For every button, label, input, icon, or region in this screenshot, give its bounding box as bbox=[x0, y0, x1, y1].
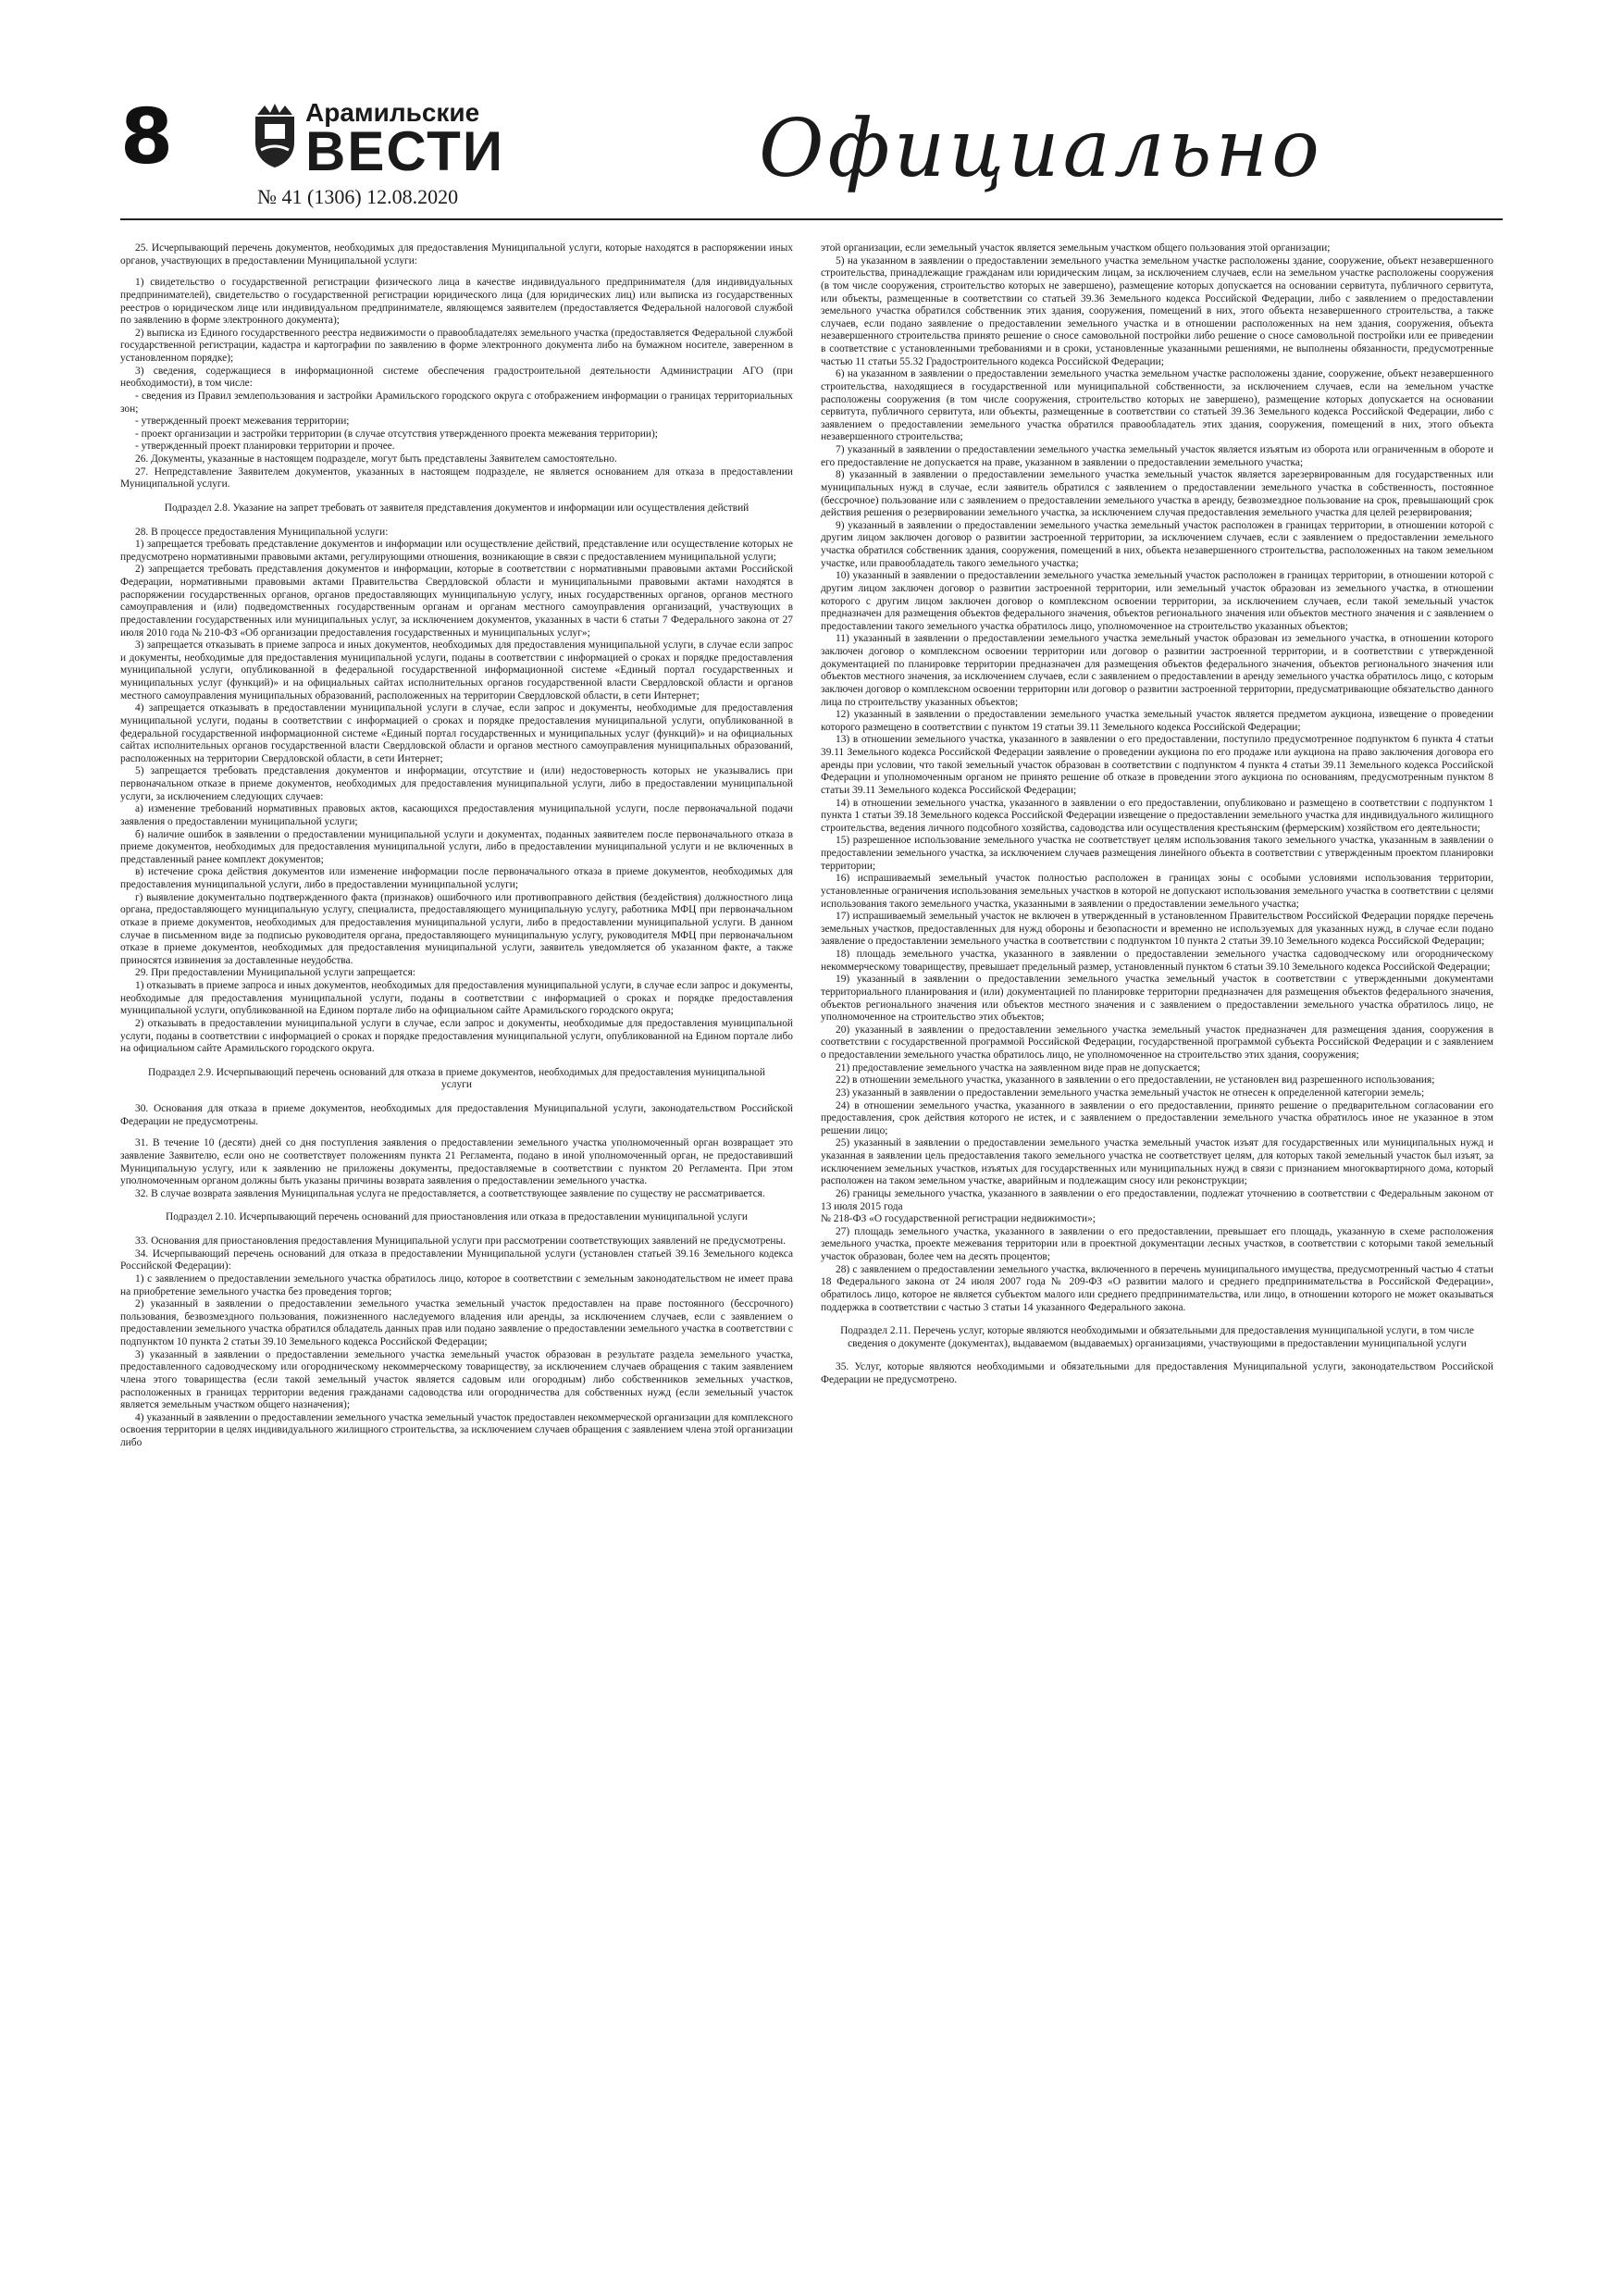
text-paragraph: 22) в отношении земельного участка, указанного в заявлении о его предоставлении, не установлен вид разрешенного использования; bbox=[836, 1074, 1435, 1086]
text-paragraph: 23) указанный в заявлении о предоставлении земельного участка земельный участок не отнесен к определенной категории земель; bbox=[836, 1086, 1425, 1098]
text-paragraph: 1) отказывать в приеме запроса и иных документов, необходимых для предоставления муниципальной услуги, в случае если запрос и документы, необходимые для предоставления муниципальной услуги, поданы в соответствии с информацией о сроках и порядке предоставления муниципальной услуги, опубликованной на Едином портале либо на официальном сайте Арамильского городского округа; bbox=[120, 980, 793, 1017]
text-paragraph: 17) испрашиваемый земельный участок не включен в утвержденный в установленном Правительством Российской Федерации порядке перечень земельных участков, предоставленных для нужд обороны и безопасности и временно не используемых для указанных нужд, в случае если подано заявление о предоставлении земельного участка в соответствии с подпунктом 10 пункта 2 статьи 39.10 Земельного кодекса Российской Федерации; bbox=[821, 911, 1493, 948]
text-paragraph: 12) указанный в заявлении о предоставлении земельного участка земельный участок является предметом аукциона, извещение о проведении которого размещено в соответствии с пунктом 19 статьи 39.11 Земельного кодекса Российской Федерации; bbox=[821, 709, 1493, 733]
text-paragraph: 15) разрешенное использование земельного участка не соответствует целям использования такого земельного участка, указанным в заявлении о предоставлении земельного участка, за исключением случаев размещения линейного объекта в соответствии с утвержденным проектом планировки территории; bbox=[821, 835, 1493, 872]
text-paragraph: 3) запрещается отказывать в приеме запроса и иных документов, необходимых для предоставления муниципальной услуги, в случае если запрос и документы, необходимые для предоставления муниципальной услуги, поданы в соответствии с информацией о сроках и порядке предоставления муниципальной услуги, опубликованной в федеральной государственной информационной системе «Единый портал государственных и муниципальных услуг (функций)» и на официальных сайтах исполнительных органов государственной власти Свердловской области и органов местного самоуправления муниципальных образований, расположенных на территории Свердловской области, в сети Интернет; bbox=[120, 639, 793, 701]
text-paragraph: 32. В случае возврата заявления Муниципальная услуга не предоставляется, а соответствующее заявление по существу не рассматривается. bbox=[135, 1187, 765, 1199]
text-paragraph: 9) указанный в заявлении о предоставлении земельного участка земельный участок расположен в границах территории, в отношении которой с другим лицом заключен договор о развитии застроенной территории, за исключением случаев, если с заявлением о предоставлении земельного участка обратился собственник здания, сооружения, помещений в них, объекта незавершенного строительства, расположенных на таком земельном участке, или правообладатель такого земельного участка; bbox=[821, 519, 1493, 569]
text-paragraph: 20) указанный в заявлении о предоставлении земельного участка земельный участок предназначен для размещения здания, сооружения в соответствии с государственной программой Российской Федерации, государственной программой субъекта Российской Федерации и с заявлением о предоставлении земельного участка обратилось лицо, не уполномоченное на строительство этих здания, сооружения; bbox=[821, 1024, 1493, 1061]
text-paragraph: этой организации, если земельный участок является земельным участком общего пользования этой организации; bbox=[821, 242, 1331, 254]
text-paragraph: 28. В процессе предоставления Муниципальной услуги: bbox=[135, 526, 389, 538]
newspaper-name-main: ВЕСТИ bbox=[305, 120, 504, 182]
text-paragraph: б) наличие ошибок в заявлении о предоставлении муниципальной услуги и документах, поданных заявителем после первоначального отказа в приеме документов, необходимых для предоставления муниципальной услуги, либо в предоставлении муниципальной услуги и не включенных в представленный ранее комплект документов; bbox=[120, 828, 793, 865]
text-paragraph: г) выявление документально подтвержденного факта (признаков) ошибочного или противоправного действия (бездействия) должностного лица органа, предоставляющего муниципальную услугу, специалиста, предоставляющего муниципальную услугу, работника МФЦ при первоначальном отказе в приеме документов, необходимых для предоставления муниципальной услуги, либо в предоставлении муниципальной услуги. В данном случае в письменном виде за подписью руководителя органа, предоставляющего муниципальную услугу, руководителя МФЦ при первоначальном отказе в приеме документов, необходимых для предоставления муниципальной услуги, заявитель уведомляется об указанном факте, а также приносятся извинения за доставленные неудобства. bbox=[120, 891, 793, 966]
issue-number: № 41 (1306) 12.08.2020 bbox=[257, 185, 459, 208]
text-paragraph: 4) указанный в заявлении о предоставлении земельного участка земельный участок предоставлен некоммерческой организации для комплексного освоения территории в целях индивидуального жилищного строительства, за исключением случаев обращения с заявлением члена этой организации либо bbox=[120, 1411, 793, 1448]
section-title: Официально bbox=[759, 103, 1323, 195]
text-paragraph: - проект организации и застройки территории (в случае отсутствия утвержденного проекта межевания территории); bbox=[135, 428, 658, 440]
text-paragraph: 34. Исчерпывающий перечень оснований для отказа в предоставлении Муниципальной услуги (установлен статьей 39.16 Земельного кодекса Российской Федерации): bbox=[120, 1247, 793, 1272]
text-paragraph: 21) предоставление земельного участка на заявленном виде прав не допускается; bbox=[836, 1061, 1201, 1074]
text-paragraph: 2) запрещается требовать представления документов и информации, которые в соответствии с нормативными правовыми актами Российской Федерации, нормативными правовыми актами Правительства Свердловской области и муниципальными правовыми актами находятся в распоряжении государственных органов, органов предоставляющих муниципальную услугу, иных государственных органов, органов местного самоуправления и (или) подведомственных государственным органам и органам местного самоуправления организаций, участвующих в предоставлении государственных или муниципальных услуг, за исключением документов, указанных в части 6 статьи 7 Федерального закона от 27 июля 2010 года № 210-ФЗ «Об организации предоставления государственных и муниципальных услуг»; bbox=[120, 564, 793, 639]
text-paragraph: 2) выписка из Единого государственного реестра недвижимости о правообладателях земельного участка (предоставляется Федеральной службой государственной регистрации, кадастра и картографии по заявлению в форме электронного документа либо на бумажном носителе, заверенном в установленном порядке); bbox=[120, 327, 793, 364]
newspaper-name-top: Арамильские bbox=[305, 98, 480, 127]
page-header bbox=[0, 0, 1623, 222]
text-paragraph: 33. Основания для приостановления предоставления Муниципальной услуги при рассмотрении соответствующих заявлений не предусмотрены. bbox=[135, 1235, 787, 1247]
right-column bbox=[821, 242, 1493, 1387]
subsection-heading: Подраздел 2.8. Указание на запрет требовать от заявителя представления документов и информации или осуществления действий bbox=[164, 502, 750, 514]
text-paragraph: 31. В течение 10 (десяти) дней со дня поступления заявления о предоставлении земельного участка уполномоченный орган возвращает это заявление Заявителю, если оно не соответствует положениям пункта 21 Регламента, подано в иной уполномоченный орган, не предоставивший Муниципальную услугу, или к заявлению не приложены документы, предоставляемые в соответствии с пунктом 20 Регламента. При этом уполномоченным органом должны быть указаны причины возврата заявления о предоставлении земельного участка. bbox=[120, 1137, 793, 1187]
text-paragraph: в) истечение срока действия документов или изменение информации после первоначального отказа в приеме документов, необходимых для предоставления муниципальной услуги, либо в предоставлении муниципальной услуги; bbox=[120, 866, 793, 890]
text-paragraph: 18) площадь земельного участка, указанного в заявлении о предоставлении земельного участка садоводческому или огородническому некоммерческому товариществу, превышает предельный размер, установленный пунктом 6 статьи 39.10 Земельного кодекса Российской Федерации; bbox=[821, 949, 1493, 973]
text-paragraph: 16) испрашиваемый земельный участок полностью расположен в границах зоны с особыми условиями использования территории, установленные ограничения использования земельных участков в которой не допускают использования земельного участка в соответствии с целями использования такого земельного участка, указанными в заявлении о предоставлении земельного участка; bbox=[821, 873, 1493, 910]
text-paragraph: 24) в отношении земельного участка, указанного в заявлении о его предоставлении, принято решение о предварительном согласовании его предоставления, срок действия которого не истек, и с заявлением о предоставлении земельного участка обратилось иное не указанное в этом решении лицо; bbox=[821, 1099, 1493, 1136]
text-paragraph: 26. Документы, указанные в настоящем подразделе, могут быть представлены Заявителем самостоятельно. bbox=[135, 453, 617, 465]
text-paragraph: 29. При предоставлении Муниципальной услуги запрещается: bbox=[135, 967, 415, 979]
text-paragraph: 10) указанный в заявлении о предоставлении земельного участка земельный участок расположен в границах территории, в отношении которой с другим лицом заключен договор о развитии застроенной территории, или земельный участок образован из земельного участка, в отношении которого с другим лицом заключен договор о комплексном освоении территории, за исключением случаев, если такой земельный участок предназначен для размещения объектов федерального значения, объектов регионального значения или объектов местного значения и с заявлением о предоставлении такого земельного участка обратилось лицо, уполномоченное на строительство указанных объектов; bbox=[821, 570, 1493, 632]
text-paragraph: 14) в отношении земельного участка, указанного в заявлении о его предоставлении, опубликовано и размещено в соответствии с подпунктом 1 пункта 1 статьи 39.18 Земельного кодекса Российской Федерации извещение о предоставлении земельного участка для индивидуального жилищного строительства, ведения личного подсобного хозяйства, садоводства или осуществления крестьянским (фермерским) хозяйством его деятельности; bbox=[821, 797, 1493, 834]
text-paragraph: 1) запрещается требовать представление документов и информации или осуществление действий, представление или осуществление которых не предусмотрено нормативными правовыми актами, регулирующими отношения, возникающие в связи с предоставлением муниципальной услуги; bbox=[120, 539, 793, 563]
text-paragraph: 6) на указанном в заявлении о предоставлении земельного участка земельном участке расположены здание, сооружение, объект незавершенного строительства, находящиеся в государственной или муниципальной собственности, за исключением случаев, если на земельном участке расположены сооружения (в том числе сооружения, строительство которых не завершено), размещение которых допускается на основании сервитута, публичного сервитута, или объекты, размещенные в соответствии со статьей 39.36 Земельного кодекса Российской Федерации, либо с заявлением о предоставлении земельного участка обратился правообладатель этих здания, сооружения, помещений в них, этого объекта незавершенного строительства; bbox=[821, 368, 1493, 443]
text-paragraph: 11) указанный в заявлении о предоставлении земельного участка земельный участок образован из земельного участка, в отношении которого заключен договор о комплексном освоении территории или договор о развитии застроенной территории, и в соответствии с утвержденной документацией по планировке территории предназначен для размещения объектов федерального значения, объектов регионального значения или объектов местного значения, за исключением случаев, если с заявлением о предоставлении в аренду земельного участка обратилось лицо, с которым заключен договор о комплексном освоении территории или договор о развитии застроенной территории, предусматривающие обязательство данного лица по строительству указанных объектов; bbox=[821, 633, 1493, 708]
subsection-heading: Подраздел 2.9. Исчерпывающий перечень оснований для отказа в приеме документов, необходимых для предоставления муниципальной услуги bbox=[148, 1066, 765, 1091]
left-column bbox=[120, 242, 793, 1450]
text-paragraph: 26) границы земельного участка, указанного в заявлении о его предоставлении, подлежат уточнению в соответствии с Федеральным законом от 13 июля 2015 года bbox=[821, 1187, 1493, 1212]
text-paragraph: 19) указанный в заявлении о предоставлении земельного участка земельный участок в соответствии с утвержденными документами территориального планирования и (или) документацией по планировке территории предназначен для размещения объектов федерального значения, объектов регионального значения или объектов местного значения и с заявлением о предоставлении земельного участка обратилось лицо, не уполномоченное на строительство этих объектов; bbox=[821, 974, 1493, 1024]
text-paragraph: 13) в отношении земельного участка, указанного в заявлении о его предоставлении, поступило предусмотренное подпунктом 6 пункта 4 статьи 39.11 Земельного кодекса Российской Федерации заявление о проведении аукциона по его продаже или аукциона на право заключения договора его аренды при условии, что такой земельный участок образован в соответствии с подпунктом 4 пункта 4 статьи 39.11 Земельного кодекса Российской Федерации и уполномоченным органом не принято решение об отказе в проведении этого аукциона по основаниям, предусмотренным пунктом 8 статьи 39.11 Земельного кодекса Российской Федерации; bbox=[821, 734, 1493, 796]
text-paragraph: 1) свидетельство о государственной регистрации физического лица в качестве индивидуального предпринимателя (для индивидуальных предпринимателей), свидетельство о государственной регистрации юридического лица (для юридических лиц) или выписка из государственных реестров о юридическом лице или индивидуальном предпринимателе, являющемся заявителем (предоставляется Федеральной налоговой службой по заявлению в форме электронного документа); bbox=[120, 277, 793, 327]
text-paragraph: 2) указанный в заявлении о предоставлении земельного участка земельный участок предоставлен на праве постоянного (бессрочного) пользования, безвозмездного пользования, пожизненного наследуемого владения или аренды, за исключением случаев, если с заявлением о предоставлении земельного участка обратился обладатель данных прав или подано заявление о предоставлении земельного участка в соответствии с подпунктом 10 пункта 2 статьи 39.10 Земельного кодекса Российской Федерации; bbox=[120, 1298, 793, 1347]
text-paragraph: а) изменение требований нормативных правовых актов, касающихся предоставления муниципальной услуги, после первоначальной подачи заявления о предоставлении муниципальной услуги; bbox=[120, 803, 793, 827]
text-paragraph: 3) указанный в заявлении о предоставлении земельного участка земельный участок образован в результате раздела земельного участка, предоставленного садоводческому или огородническому некоммерческому товариществу, за исключением случаев обращения с таким заявлением члена этого товарищества (если такой земельный участок является садовым или огородным) либо собственников земельных участков, расположенных в границах территории ведения гражданами садоводства или огородничества для собственных нужд (если земельный участок является земельным участком общего назначения); bbox=[120, 1348, 793, 1411]
text-paragraph: - утвержденный проект планировки территории и прочее. bbox=[135, 441, 395, 453]
text-paragraph: 25) указанный в заявлении о предоставлении земельного участка земельный участок изъят для государственных или муниципальных нужд и указанная в заявлении цель предоставления такого земельного участка не соответствует целям, для которых такой земельный участок был изъят, за исключением земельных участков, изъятых для государственных или муниципальных нужд в связи с признанием многоквартирного дома, который расположен на таком земельном участке, аварийным и подлежащим сносу или реконструкции; bbox=[821, 1137, 1493, 1187]
text-paragraph: 25. Исчерпывающий перечень документов, необходимых для предоставления Муниципальной услуги, которые находятся в распоряжении иных органов, участвующих в предоставлении Муниципальной услуги: bbox=[120, 242, 793, 267]
header-rule bbox=[120, 218, 1503, 220]
text-paragraph: 1) с заявлением о предоставлении земельного участка обратилось лицо, которое в соответствии с земельным законодательством не имеет права на приобретение земельного участка без проведения торгов; bbox=[120, 1272, 793, 1297]
text-paragraph: 27. Непредставление Заявителем документов, указанных в настоящем подразделе, не является основанием для отказа в предоставлении Муниципальной услуги. bbox=[120, 465, 793, 490]
city-emblem-icon bbox=[252, 102, 298, 168]
text-paragraph: 4) запрещается отказывать в предоставлении муниципальной услуги в случае, если запрос и документы, необходимые для предоставления муниципальной услуги, поданы в соответствии с информацией о сроках и порядке предоставления муниципальной услуги, опубликованной в федеральной государственной информационной системе «Единый портал государственных и муниципальных услуг (функций)» и на официальных сайтах исполнительных органов государственной власти Свердловской области и органов местного самоуправления муниципальных образований, расположенных на территории Свердловской области, в сети Интернет; bbox=[120, 702, 793, 764]
subsection-heading: Подраздел 2.10. Исчерпывающий перечень оснований для приостановления или отказа в предоставлении муниципальной услуги bbox=[166, 1211, 748, 1223]
text-paragraph: № 218-ФЗ «О государственной регистрации недвижимости»; bbox=[821, 1213, 1096, 1225]
text-paragraph: 5) на указанном в заявлении о предоставлении земельного участка земельном участке расположены здание, сооружение, объект незавершенного строительства, принадлежащие гражданам или юридическим лицам, за исключением случаев, если на земельном участке расположены сооружения (в том числе сооружения, строительство которых не завершено), размещение которых допускается на основании сервитута, публичного сервитута, или объекты, размещенные в соответствии со статьей 39.36 Земельного кодекса Российской Федерации, либо с заявлением о предоставлении земельного участка обратился собственник этих здания, сооружения, помещений в них, этого объекта незавершенного строительства, а также случаев, если подано заявление о предоставлении земельного участка и в отношении расположенных на нем здания, сооружения, объекта незавершенного строительства принято решение о сносе самовольной постройки либо решение о сносе самовольной постройки или ее приведении в соответствие с установленными требованиями и в сроки, установленные указанными решениями, не выполнены обязанности, предусмотренные частью 11 статьи 55.32 Градостроительного кодекса Российской Федерации; bbox=[821, 254, 1493, 367]
text-paragraph: 27) площадь земельного участка, указанного в заявлении о его предоставлении, превышает его площадь, указанную в схеме расположения земельного участка, проекте межевания территории или в проектной документации лесных участков, в соответствии с которыми такой земельный участок образован, более чем на десять процентов; bbox=[821, 1225, 1493, 1262]
text-paragraph: 5) запрещается требовать представления документов и информации, отсутствие и (или) недостоверность которых не указывались при первоначальном отказе в приеме документов, необходимых для предоставления муниципальной услуги, либо в предоставлении муниципальной услуги, за исключением следующих случаев: bbox=[120, 765, 793, 802]
text-paragraph: - сведения из Правил землепользования и застройки Арамильского городского округа с отображением информации о границах территориальных зон; bbox=[120, 390, 793, 415]
page-number: 8 bbox=[120, 93, 174, 181]
text-paragraph: 35. Услуг, которые являются необходимыми и обязательными для предоставления Муниципальной услуги, законодательством Российской Федерации не предусмотрено. bbox=[821, 1361, 1493, 1385]
text-paragraph: 3) сведения, содержащиеся в информационной системе обеспечения градостроительной деятельности Администрации АГО (при необходимости), в том числе: bbox=[120, 365, 793, 390]
text-paragraph: 7) указанный в заявлении о предоставлении земельного участка земельный участок является изъятым из оборота или ограниченным в обороте и его предоставление не допускается на праве, указанном в заявлении о предоставлении земельного участка; bbox=[821, 444, 1493, 468]
text-paragraph: 30. Основания для отказа в приеме документов, необходимых для предоставления Муниципальной услуги, законодательством Российской Федерации не предусмотрены. bbox=[120, 1103, 793, 1127]
text-paragraph: 8) указанный в заявлении о предоставлении земельного участка земельный участок является зарезервированным для государственных или муниципальных нужд в случае, если заявитель обратился с заявлением о предоставлении земельного участка в собственность, постоянное (бессрочное) пользование или с заявлением о предоставлении земельного участка в аренду, безвозмездное пользование на срок, превышающий срок действия решения о резервировании земельного участка, за исключением случая предоставления земельного участка для целей резервирования; bbox=[821, 469, 1493, 519]
text-paragraph: 28) с заявлением о предоставлении земельного участка, включенного в перечень муниципального имущества, предусмотренный частью 4 статьи 18 Федерального закона от 24 июля 2007 года № 209-ФЗ «О развитии малого и среднего предпринимательства в Российской Федерации», обратилось лицо, которое не является субъектом малого или среднего предпринимательства, или лицо, в отношении которого не может оказываться поддержка в соответствии с частью 3 статьи 14 указанного Федерального закона. bbox=[821, 1263, 1493, 1313]
text-paragraph: 2) отказывать в предоставлении муниципальной услуги в случае, если запрос и документы, необходимые для предоставления муниципальной услуги, поданы в соответствии с информацией о сроках и порядке предоставления муниципальной услуги, опубликованной на Едином портале либо на официальном сайте Арамильского городского округа. bbox=[120, 1017, 793, 1055]
text-paragraph: - утвержденный проект межевания территории; bbox=[135, 416, 350, 428]
subsection-heading: Подраздел 2.11. Перечень услуг, которые являются необходимыми и обязательными для предоставления муниципальной услуги, в том числе сведения о документе (документах), выдаваемом (выдаваемых) организациями, участвующими в предоставлении муниципальной услуги bbox=[840, 1325, 1474, 1349]
